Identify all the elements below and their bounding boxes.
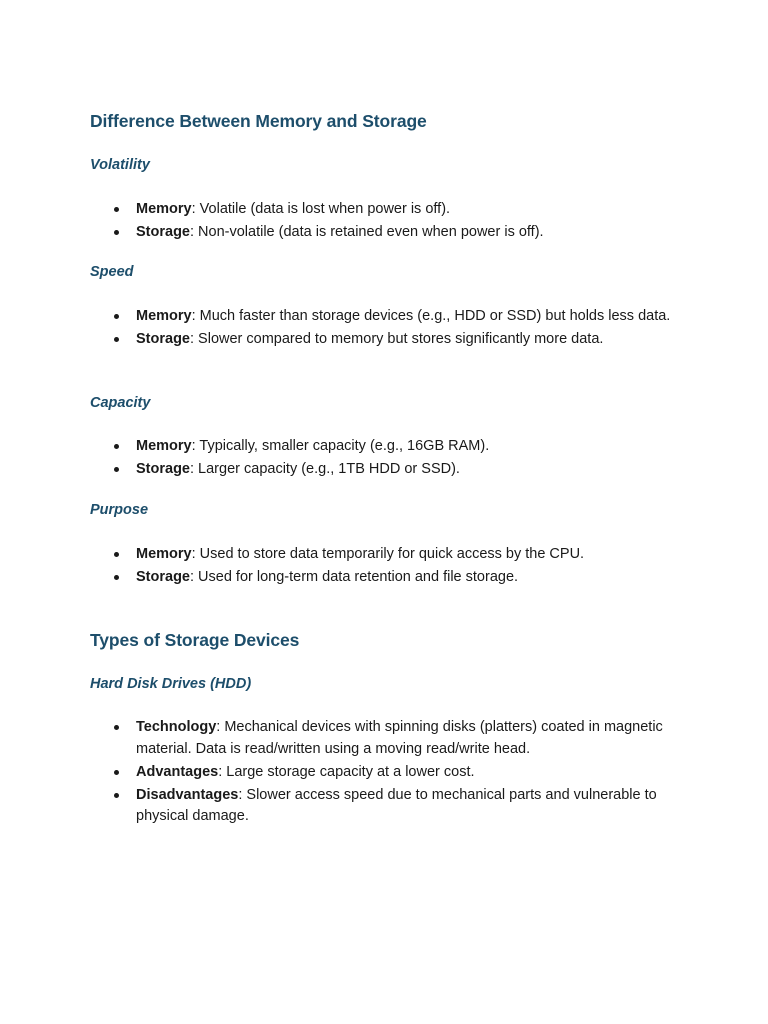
list-item	[90, 544, 680, 566]
list-item-text: : Used for long-term data retention and file storage.	[190, 569, 519, 585]
list-item-term: Disadvantages	[136, 786, 239, 803]
list-item-term: Advantages	[136, 763, 219, 780]
list-item-term: Memory	[136, 546, 192, 562]
list-item	[90, 762, 680, 784]
list-item	[90, 459, 680, 481]
list-item	[90, 567, 680, 589]
bullet-list-purpose	[90, 544, 680, 590]
list-item	[90, 436, 680, 458]
list-item-text: : Much faster than storage devices (e.g., HDD or SSD) but holds less data.	[191, 308, 671, 324]
list-item-term: Memory	[136, 438, 192, 454]
list-item-term: Memory	[136, 308, 192, 324]
list-item	[90, 222, 680, 244]
subsection-title-capacity: Capacity	[90, 395, 151, 411]
list-item-term: Storage	[136, 569, 190, 585]
list-item-term: Technology	[136, 719, 217, 735]
list-item-text: : Volatile (data is lost when power is off).	[191, 201, 451, 217]
list-item-text: : Used to store data temporarily for quick access by the CPU.	[191, 546, 585, 562]
list-item-term: Storage	[136, 224, 190, 240]
list-item-term: Storage	[136, 331, 190, 347]
list-item-term: Storage	[136, 461, 190, 477]
bullet-list-volatility	[90, 199, 680, 245]
list-item	[90, 785, 680, 828]
list-item-text: : Large storage capacity at a lower cost.	[218, 763, 475, 780]
list-item-text: : Non-volatile (data is retained even when power is off).	[190, 224, 544, 240]
subsection-title-speed: Speed	[90, 264, 134, 280]
section-heading-memory-vs-storage: Difference Between Memory and Storage	[90, 111, 427, 131]
list-item-text: : Larger capacity (e.g., 1TB HDD or SSD).	[190, 461, 460, 477]
list-item	[90, 329, 680, 351]
bullet-list-speed	[90, 306, 680, 352]
bullet-list-hdd	[90, 717, 680, 829]
list-item	[90, 717, 680, 760]
list-item	[90, 199, 680, 221]
list-item-text: : Typically, smaller capacity (e.g., 16GB RAM).	[191, 438, 490, 454]
list-item-text: : Mechanical devices with spinning disks (platters) coated in magnetic material. Data is read/written using a moving read/write head.	[136, 719, 663, 757]
list-item-text: : Slower compared to memory but stores significantly more data.	[190, 331, 604, 347]
subsection-title-hdd: Hard Disk Drives (HDD)	[90, 676, 252, 692]
list-item	[90, 306, 680, 328]
list-item-text: : Slower access speed due to mechanical parts and vulnerable to physical damage.	[136, 786, 657, 824]
subsection-title-volatility: Volatility	[90, 157, 150, 173]
bullet-list-capacity	[90, 436, 680, 482]
list-item-term: Memory	[136, 201, 192, 217]
subsection-title-purpose: Purpose	[90, 502, 149, 518]
section-heading-storage-devices: Types of Storage Devices	[90, 630, 300, 650]
